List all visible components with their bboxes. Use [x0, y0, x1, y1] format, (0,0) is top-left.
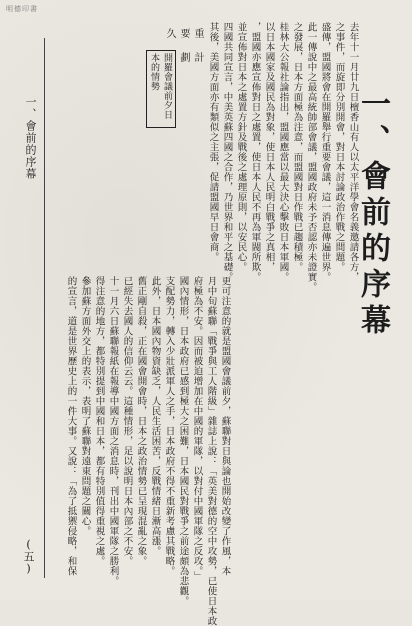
top-column: 之事件，而旋即分別開會，對日本討論政治作戰之間題。 [333, 22, 345, 272]
bottom-column: 舊正剛自殺，正在國會開會時，日本之政治情勢已呈現混亂之象。 [135, 276, 147, 566]
bottom-column: 的宣言，道是世界歷史上的一件大事。又說：「為了抵禦侵略，和保 [65, 276, 77, 576]
heading-char: 劃 [178, 52, 189, 63]
top-column: 此一傳說中之最高統帥部會議，盟國政府未予否認亦未證實。 [305, 22, 317, 292]
bottom-column: 更可注意的就是盟國會議前夕，蘇聯對日與論也開始改變了作風，本 [219, 276, 231, 576]
top-column: ，盟國亦應宣佈對日之處置，使日本人民不再為軍閥所欺。 [249, 22, 261, 282]
bottom-column: 十一月六日蘇聯報紙在報導中國方面之消息時，刊出中國軍隊之勝利。 [107, 276, 119, 586]
running-head: 一、會前的序幕 [24, 96, 37, 180]
top-column: 並宣佈對日本之處置方針及戰後之處理原則，以安民心。 [235, 22, 247, 272]
bottom-column: 參加蘇方面外交上的表示，表明了蘇聯對遠東問題之關心。 [79, 276, 91, 536]
chapter-title: 一、會前的序幕 [355, 88, 390, 340]
bottom-column: 此外，日本國內物資缺乏，人民生活困苦，反戰情緒日漸高漲。 [149, 276, 161, 556]
heading-char: 重 [192, 28, 203, 39]
bottom-column: 月中旬蘇聯「戰爭與工人階級」雜誌上說：「英美對德的空中攻勢，已使日本政 [205, 276, 217, 626]
heading-char: 要 [178, 28, 189, 39]
heading-char: 計 [192, 52, 203, 63]
bottom-column: 國內情形，日本政府已感到極大之困難，日本國民對戰爭之前途頗為悲觀。 [177, 276, 189, 606]
top-column: 盛傳，盟國將會在開羅舉行重要會議，這一消息傳遍世界。 [319, 22, 331, 282]
bottom-column: 已經失去國人的信仰云云。這種情形，足以說明日本內部之不安。 [121, 276, 133, 566]
corner-mark: 明德印書 [6, 5, 38, 13]
bottom-column: 得注意的地方，都特別提到中國和日本，都有特別值得重視之處。 [93, 276, 105, 566]
bottom-column: 府極為不安。因而被迫增加在中國的軍隊，以對付中國軍隊之反攻。」 [191, 276, 203, 582]
bottom-column: 支配勢力，轉入少壯派軍人之手，日本政府不得不重新考慮其戰略。 [163, 276, 175, 576]
running-head-divider [44, 38, 45, 578]
page-number: (五) [22, 538, 35, 575]
sidebar-box: 開羅會議前夕日本的情勢 [146, 50, 176, 128]
top-column: 四國共同宣言，中美英蘇四國之合作，乃世界和平之基礎。 [221, 22, 233, 282]
heading-char: 久 [164, 28, 175, 39]
top-column: 之發展，日本方面極為注意，而盟國對日作戰已趨積極。 [291, 22, 303, 272]
top-column: 桂林大公報社論指出，盟國應當以最大決心擊敗日本軍國。 [277, 22, 289, 282]
top-column: 其後，美國方面亦有類似之主張，促請盟國早日會商。 [207, 22, 219, 262]
top-column: 去年十一月廿九日檀香山有人以太平洋學會名義邀請各方， [347, 22, 359, 282]
top-column: 以日本國家及國民為對象，使日本人民明白戰爭之真相， [263, 22, 275, 272]
